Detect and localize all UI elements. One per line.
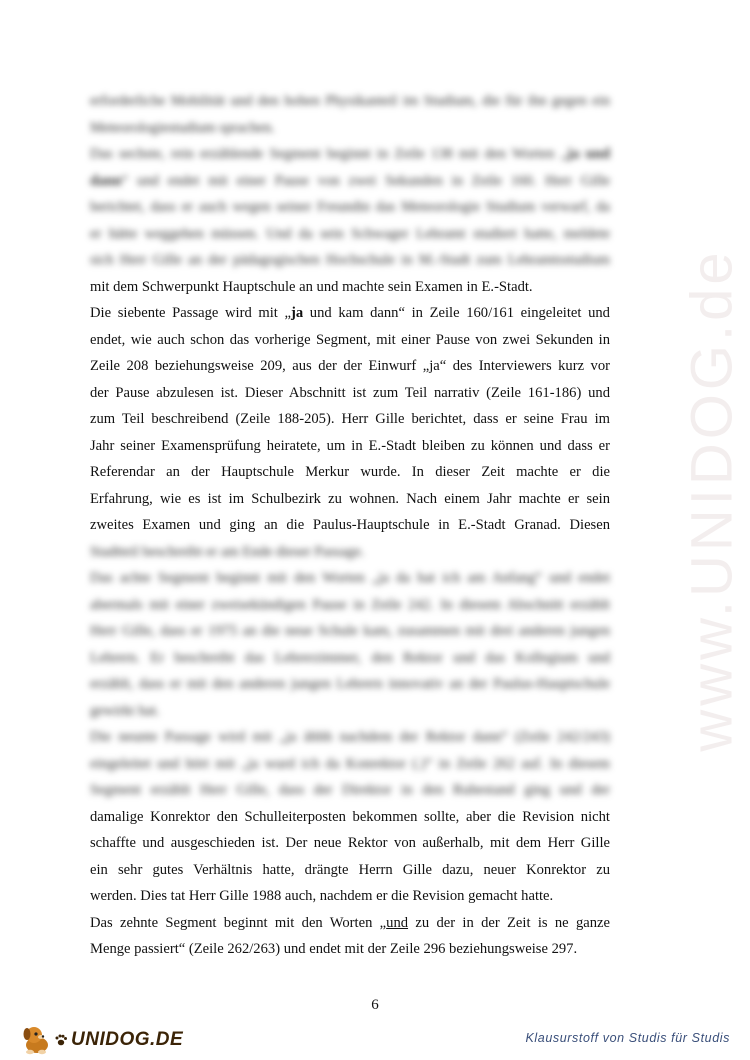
text-line: Stadtteil beschreibt er am Ende dieser Passage.: [90, 543, 365, 560]
unidog-logo: [20, 1024, 183, 1056]
dog-icon: [20, 1024, 54, 1056]
text-line: eingeleitet und hört mit „ja wurd ich da Konrektor (.)“ in Zeile 262 auf. In diesem: [90, 755, 610, 772]
text-line: erzählt, dass er mit den anderen jungen Lehrern innovativ an der Paulus-Hauptschule: [90, 676, 610, 692]
text-line: Herr Gille, dass er 1975 an die neue Schule kam, zusammen mit drei anderen jungen: [90, 623, 610, 639]
underlined-word: und: [386, 914, 409, 931]
clear-section-1: [90, 274, 610, 539]
text-line: Jahr seiner Examensprüfung heiratete, um in E.-Stadt bleiben zu können und dass er: [90, 437, 610, 454]
text-line: Referendar an der Hauptschule Merkur wurde. In dieser Zeit machte er die: [90, 464, 610, 480]
text-span: “ und endet mit einer Pause von zwei Sekunden in Zeile 160. Herr Gille: [121, 172, 610, 189]
text-line: Menge passiert“ (Zeile 262/263) und endet mit der Zeile 296 beziehungsweise 297.: [90, 941, 578, 957]
text-span: Das sechste, rein erzählende Segment beginnt in Zeile 138 mit den Worten „: [90, 146, 568, 162]
text-line: werden. Dies tat Herr Gille 1988 auch, nachdem er die Revision gemacht hatte.: [90, 888, 554, 904]
watermark-text: www.UNIDOG.de: [679, 248, 745, 752]
quoted-words: dann: [90, 172, 122, 189]
footer-tagline: Klausurstoff von Studis für Studis: [525, 1031, 730, 1045]
text-line: endet, wie auch schon das vorherige Segment, mit einer Pause von zwei Sekunden in: [90, 331, 610, 348]
text-line: schaffte und ausgeschieden ist. Der neue Rektor von außerhalb, mit dem Herr Gille: [90, 835, 610, 851]
text-line: sich Herr Gille an der pädagogischen Hochschule in M.-Stadt zum Lehramtsstudium: [90, 252, 610, 268]
text-line: Die neunte Passage wird mit „ja ähhh nachdem der Rektor dann“ (Zeile 242/243): [90, 729, 610, 745]
quoted-words: ja und: [567, 146, 610, 162]
text-span: zu der in der Zeit is ne ganze: [408, 914, 610, 931]
text-line: berichtet, dass er auch wegen seiner Freundin das Meteorologie Studium verwarf, da: [90, 199, 610, 215]
blurred-middle-section: [90, 539, 610, 804]
clear-section-2: [90, 804, 610, 963]
logo-text: UNIDOG.DE: [71, 1029, 184, 1050]
page-number: 6: [371, 997, 379, 1013]
text-line: zweites Examen und ging an die Paulus-Hauptschule in E.-Stadt Granad. Diesen: [90, 517, 610, 533]
document-body: [90, 88, 610, 963]
text-span: Das zehnte Segment beginnt mit den Worten „: [90, 914, 387, 931]
text-span: und kam dann“ in Zeile 160/161 eingeleitet und: [303, 305, 610, 321]
paw-icon: [54, 1033, 68, 1047]
text-line: er hätte weggehen müssen. Und da sein Schwager Lehramt studiert hatte, meldete: [90, 225, 610, 242]
text-line: gewirkt hat.: [90, 702, 160, 719]
text-line: zum Teil beschreibend (Zeile 188-205). Herr Gille berichtet, dass er seine Frau im: [90, 411, 610, 427]
text-line: Das achte Segment beginnt mit den Worten „ja da hat ich am Anfang“ und endet: [90, 570, 610, 586]
text-span: Die siebente Passage wird mit „: [90, 305, 291, 321]
text-line: erforderliche Mobilität und den hohen Physikanteil im Studium, die für ihn gegen ein: [90, 93, 610, 109]
text-line: [90, 910, 610, 937]
text-line: [90, 141, 610, 168]
quoted-word: ja: [290, 305, 304, 321]
text-line: Segment erzählt Herr Gille, dass der Direktor in den Ruhestand ging und der: [90, 782, 610, 798]
text-line: [90, 168, 610, 195]
text-line: ein sehr gutes Verhältnis hatte, drängte Herrn Gille dazu, neuer Konrektor zu: [90, 861, 610, 878]
text-line: damalige Konrektor den Schulleiterposten bekommen sollte, aber die Revision nicht: [90, 808, 610, 825]
text-line: mit dem Schwerpunkt Hauptschule an und machte sein Examen in E.-Stadt.: [90, 278, 533, 295]
blurred-top-section: [90, 88, 610, 274]
text-line: Meteorologiestudium sprachen.: [90, 119, 275, 136]
text-line: der Pause abzulesen ist. Dieser Abschnitt ist zum Teil narrativ (Zeile 161-186) und: [90, 384, 610, 401]
text-line: abermals mit einer zweisekündigen Pause in Zeile 242. In diesem Abschnitt erzählt: [90, 596, 610, 613]
text-line: Lehrern. Er beschreibt das Lehrerzimmer, den Rektor und das Kollegium und: [90, 649, 610, 666]
text-line: Zeile 208 beziehungsweise 209, aus der der Einwurf „ja“ des Interviewers kurz vor: [90, 358, 610, 374]
text-line: Erfahrung, wie es ist im Schulbezirk zu wohnen. Nach einem Jahr machte er sein: [90, 490, 610, 507]
text-line: [90, 300, 610, 327]
